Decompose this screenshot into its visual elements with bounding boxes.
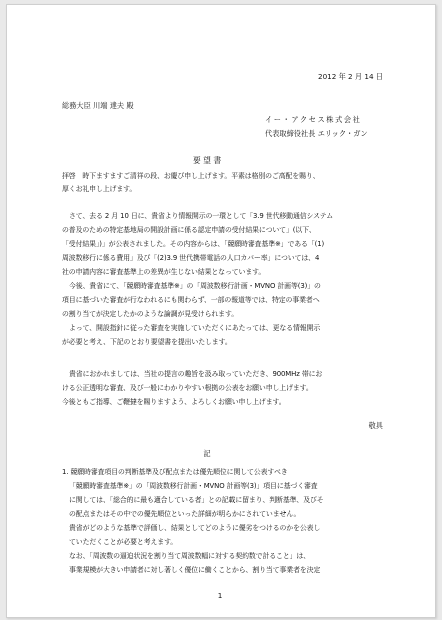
- document-title: 要 望 書: [192, 156, 222, 165]
- body-line: の普及のための特定基地局の開設計画に係る認定申請の受付結果について」(以下、: [62, 226, 316, 234]
- document-page: [6, 4, 436, 618]
- closing-keigu: 敬具: [368, 421, 383, 430]
- ki-heading: 記: [203, 449, 211, 458]
- item-line: の配点またはその中での優先順位といった詳細が明らかにされていません。: [69, 510, 301, 518]
- body-line: の割り当てが決定したかのような論調が見受けられます。: [62, 310, 239, 318]
- body-line: 今後、貴省にて、「競願時審査基準※」の「周波数移行計画・MVNO 計画等(3)」の: [69, 282, 321, 290]
- sender-representative: 代表取締役社長 エリック・ガン: [265, 129, 368, 138]
- item-line: 事業規模が大きい申請者に対し著しく優位に働くことから、割り当て事業者を決定: [69, 566, 321, 574]
- body-line: 今後ともご指導、ご鞭撻を賜りますよう、よろしくお願い申し上げます。: [62, 398, 286, 406]
- item-line: に関しては、「総合的に最も適合している者」との記載に留まり、判断基準、及びそ: [69, 496, 324, 504]
- body-line: 社の申請内容に審査基準上の差異が生じない結果となっています。: [62, 268, 266, 276]
- letter-date: 2012 年 2 月 14 日: [318, 72, 383, 81]
- item-line: 貴省がどのような基準で評価し、結果としてどのように優劣をつけるのかを公表し: [69, 524, 321, 532]
- sender-company: イー・アクセス株式会社: [265, 115, 362, 124]
- item-line: ていただくことが必要と考えます。: [69, 538, 178, 546]
- body-line: 貴省におかれましては、当社の提言の趣旨を汲み取っていただき、900MHz 帯にお: [69, 370, 323, 378]
- body-line: よって、開設指針に従った審査を実施していただくにあたっては、更なる情報開示: [69, 324, 321, 332]
- page-number: 1: [217, 591, 223, 600]
- body-line: 「受付結果」)」が公表されました。その内容からは、「競願時審査基準※」である「(1): [62, 240, 325, 248]
- body-line: が必要と考え、下記のとおり要望書を提出いたします。: [62, 338, 232, 346]
- body-line: さて、去る 2 月 10 日に、貴省より情報開示の一環として「3.9 世代移動通信システム: [69, 212, 334, 220]
- item-line: 「競願時審査基準※」の「周波数移行計画・MVNO 計画等(3)」項目に基づく審査: [69, 482, 318, 490]
- body-line: 厚くお礼申し上げます。: [62, 185, 137, 193]
- item-line: 1. 競願時審査項目の判断基準及び配点または優先順位に関して公表すべき: [62, 468, 288, 476]
- item-line: なお、「周波数の逼迫状況を割り当て周波数幅に対する契約数で計ること」は、: [69, 552, 311, 560]
- body-line: ける公正透明な審査、及び一般にわかりやすい根拠の公表をお願い申し上げます。: [62, 384, 313, 392]
- body-line: 拝啓 時下ますますご清祥の段、お慶び申し上げます。平素は格別のご高配を賜り、: [62, 172, 320, 180]
- recipient: 総務大臣 川端 達夫 殿: [62, 101, 134, 110]
- body-line: 項目に基づいた審査が行なわれるにも関わらず、一部の報道等では、特定の事業者へ: [62, 296, 320, 304]
- body-line: 周波数移行に係る費用」及び「(2)3.9 世代携帯電話の人口カバー率」については、4: [62, 254, 320, 262]
